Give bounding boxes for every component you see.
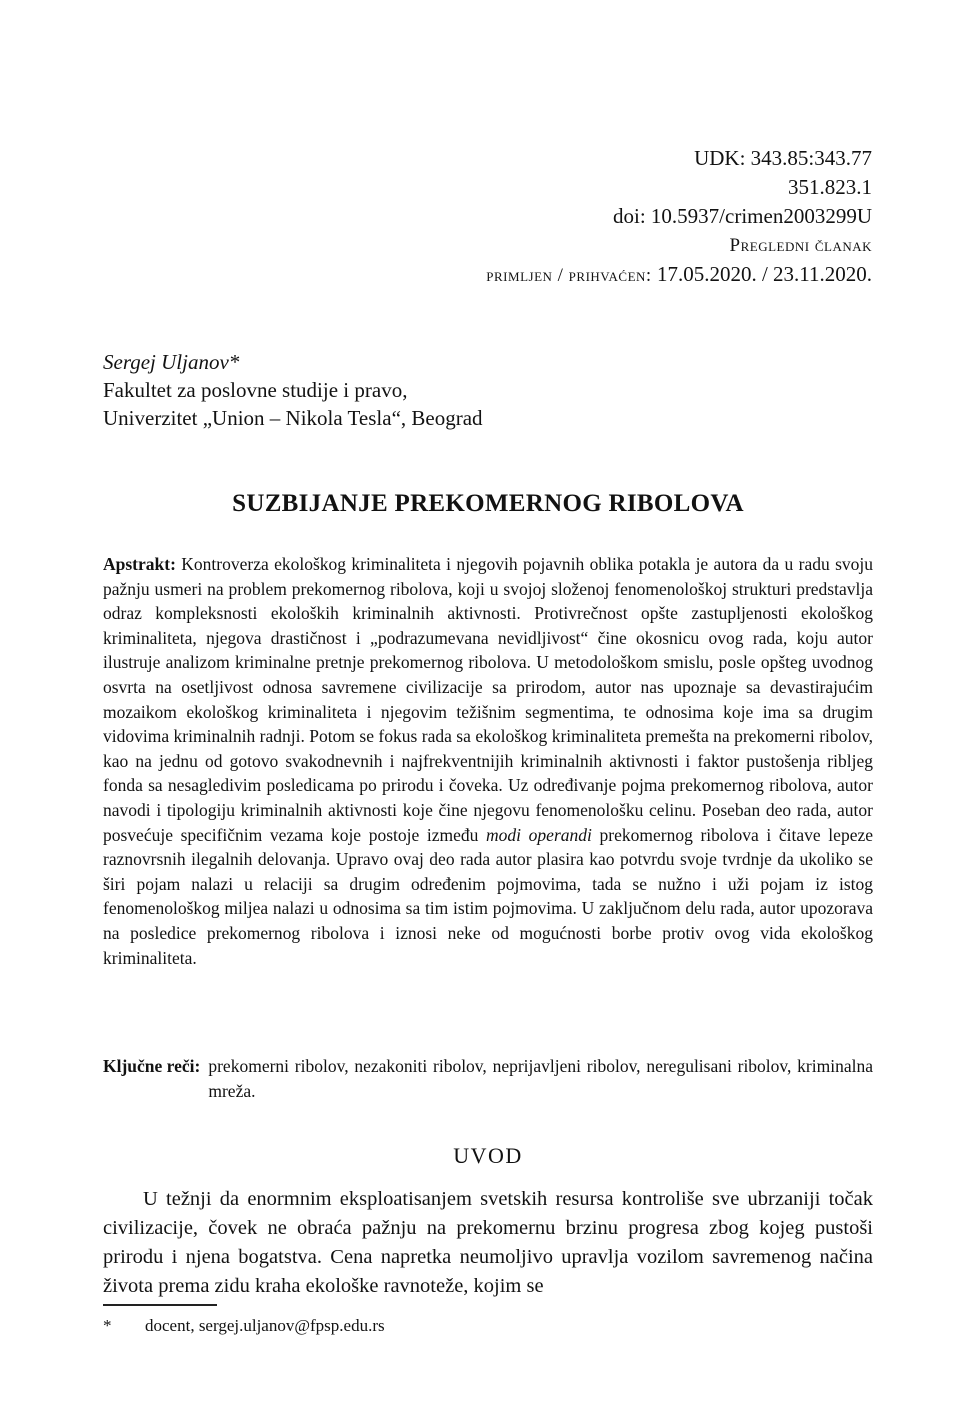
footnote — [103, 1314, 873, 1338]
section-heading-uvod: UVOD — [453, 1143, 523, 1168]
bibliographic-header — [486, 144, 872, 290]
author-affiliation-university: Univerzitet „Union – Nikola Tesla“, Beograd — [103, 406, 483, 430]
udk-number-line2: 351.823.1 — [788, 175, 872, 199]
received-accepted-dates: 17.05.2020. / 23.11.2020. — [651, 262, 872, 286]
abstract-text-before: Kontroverza ekološkog kriminaliteta i njegovih pojavnih oblika potakla je autora da u radu svoju pažnju usmeri na problem prekomernog ribolova, koji u svojoj složenoj fenomenološkoj strukturi predstavlja odraz kompleksnosti ekoloških kriminalnih aktivnosti. Protivrečnost opšte zastupljenosti ekološkog kriminaliteta, njegova drastičnost i „podrazumevana nevidljivost“ čine okosnicu ovog rada, koju autor ilustruje analizom kriminalne pretnje prekomernog ribolova. U metodološkom smislu, posle opšteg uvodnog osvrta na osetljivost odnosa savremene civilizacije sa prirodom, autor nas upoznaje sa devastirajućim mozaikom ekološkog kriminaliteta i njegovim težišnim segmentima, te odnosima koje ima sa drugim vidovima kriminalnih radnji. Potom se fokus rada sa ekološkog kriminaliteta premešta na prekomerni ribolov, kao na jednu od gotovo svakodnevnih i najfrekventnijih kriminalnih aktivnosti i faktor pustošenja ribljeg fonda sa nesagledivim posledicama po prirodu i čoveka. Uz određivanje pojma prekomernog ribolova, autor navodi i tipologiju kriminalnih aktivnosti koje čine njegovu fenomenološku celinu. Poseban deo rada, autor posvećuje specifičnim vezama koje postoje između — [103, 554, 873, 845]
received-accepted-line — [486, 260, 872, 290]
keywords-block — [103, 1054, 873, 1103]
abstract-label: Apstrakt: — [103, 554, 176, 574]
article-title: SUZBIJANJE PREKOMERNOG RIBOLOVA — [232, 490, 744, 517]
footnote-separator — [103, 1304, 217, 1306]
article-type: Pregledni članak — [729, 235, 872, 256]
abstract-paragraph — [103, 552, 873, 970]
abstract-italic-phrase: modi operandi — [486, 824, 592, 845]
doi-line: doi: 10.5937/crimen2003299U — [613, 204, 872, 228]
footnote-text: docent, sergej.uljanov@fpsp.edu.rs — [145, 1316, 385, 1335]
udk-number-line1: UDK: 343.85:343.77 — [694, 146, 872, 170]
author-affiliation-faculty: Fakultet za poslovne studije i pravo, — [103, 378, 408, 402]
received-accepted-label: primljen / prihvaćen: — [486, 265, 652, 286]
keywords-label: Ključne reči: — [103, 1056, 201, 1076]
footnote-marker: * — [103, 1316, 112, 1335]
keywords-text: prekomerni ribolov, nezakoniti ribolov, neprijavljeni ribolov, neregulisani ribolov, kriminalna mreža. — [208, 1056, 873, 1101]
author-block — [103, 348, 483, 432]
abstract-text-after: prekomernog ribolova i čitave lepeze raznovrsnih ilegalnih delovanja. Upravo ovaj deo rada autor plasira kao potvrdu svoje tvrdnje da ukoliko se širi pojam nalazi u relaciji sa drugim određenim pojmovima, tada se nužno i uži pojam iz istog fenomenološkog miljea nalazi u odnosima sa tim istim pojmovima. U zaključnom delu rada, autor upozorava na posledice prekomernog ribolova i iznosi neke od mogućnosti borbe protiv ovog vida ekološkog kriminaliteta. — [103, 824, 873, 968]
author-name: Sergej Uljanov* — [103, 350, 240, 374]
intro-paragraph: U težnji da enormnim eksploatisanjem svetskih resursa kontroliše sve ubrzaniji točak civilizacije, čovek ne obraća pažnju na prekomernu brzinu progresa zbog kojeg pustoši prirodu i njena bogatstva. Cena napretka neumoljivo upravlja vozilom savremenog načina života prema zidu kraha ekološke ravnoteže, kojim se — [103, 1188, 873, 1297]
